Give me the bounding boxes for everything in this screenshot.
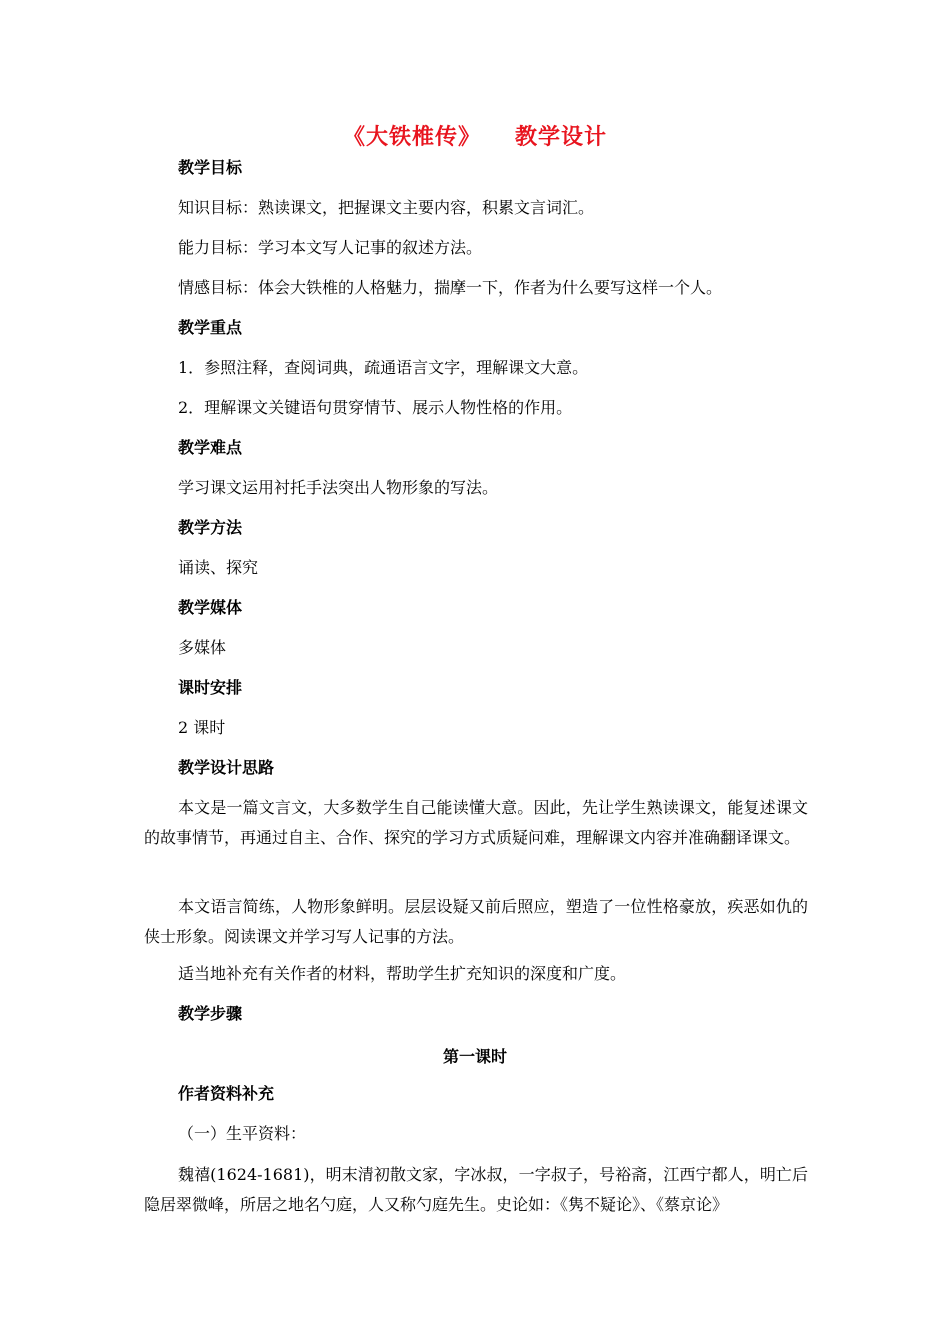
author-info-text: 魏禧(1624-1681)，明末清初散文家，字冰叔，一字叔子，号裕斋，江西宁都人，明亡后隐居翠微峰，所居之地名勺庭，人又称勺庭先生。史论如：《隽不疑论》、《蔡京论》 xyxy=(144,1165,808,1214)
knowledge-objective: 知识目标：熟读课文，把握课文主要内容，积累文言词汇。 xyxy=(178,198,595,217)
steps-heading: 教学步骤 xyxy=(178,1004,243,1023)
design-paragraph: 本文语言简练，人物形象鲜明。层层设疑又前后照应，塑造了一位性格豪放，疾恶如仇的侠士形象。阅读课文并学习写人记事的方法。 xyxy=(144,897,808,946)
schedule-heading: 课时安排 xyxy=(178,678,243,697)
method-heading: 教学方法 xyxy=(178,518,243,537)
method-text: 诵读、探究 xyxy=(178,558,259,577)
media-text: 多媒体 xyxy=(178,638,227,657)
emotion-objective: 情感目标：体会大铁椎的人格魅力，揣摩一下，作者为什么要写这样一个人。 xyxy=(178,278,723,297)
author-info-heading: 作者资料补充 xyxy=(178,1084,275,1103)
difficulty-heading: 教学难点 xyxy=(178,438,243,457)
design-paragraph: 本文是一篇文言文，大多数学生自己能读懂大意。因此，先让学生熟读课文，能复述课文的故事情节，再通过自主、合作、探究的学习方式质疑问难，理解课文内容并准确翻译课文。 xyxy=(144,798,808,847)
media-heading: 教学媒体 xyxy=(178,598,243,617)
lesson-one-heading: 第一课时 xyxy=(442,1047,507,1066)
difficulty-text: 学习课文运用衬托手法突出人物形象的写法。 xyxy=(178,478,499,497)
ability-objective: 能力目标：学习本文写人记事的叙述方法。 xyxy=(178,238,483,257)
key-point-item: 2．理解课文关键语句贯穿情节、展示人物性格的作用。 xyxy=(178,398,573,417)
key-points-heading: 教学重点 xyxy=(178,318,243,337)
title-design: 教学设计 xyxy=(515,124,608,150)
design-heading: 教学设计思路 xyxy=(178,758,275,777)
objectives-heading: 教学目标 xyxy=(178,158,243,177)
page-title xyxy=(0,120,950,151)
title-book: 《大铁椎传》 xyxy=(342,124,481,150)
author-info-sub: （一）生平资料： xyxy=(178,1124,307,1143)
key-point-item: 1．参照注释，查阅词典，疏通语言文字，理解课文大意。 xyxy=(178,358,589,377)
design-paragraph: 适当地补充有关作者的材料，帮助学生扩充知识的深度和广度。 xyxy=(178,964,627,983)
schedule-text: 2 课时 xyxy=(178,718,226,737)
